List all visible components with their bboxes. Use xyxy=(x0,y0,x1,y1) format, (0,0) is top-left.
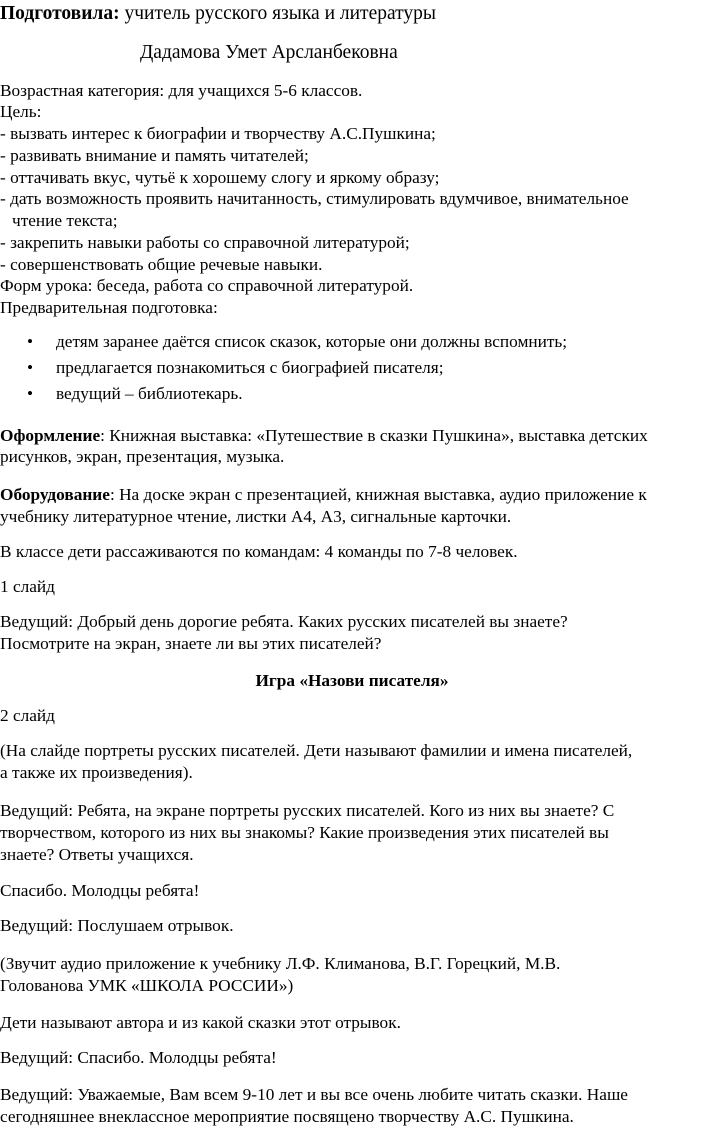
slide-1-label: 1 слайд xyxy=(0,577,55,596)
prepared-by-line xyxy=(0,2,436,26)
goal-label: Цель: xyxy=(0,102,42,121)
design-label: Оформление xyxy=(0,426,101,445)
host-question-2: творчеством, которого из них вы знакомы? Какие произведения этих писателей вы xyxy=(0,823,609,842)
bullet-text: предлагается познакомиться с биографией писателя; xyxy=(56,358,444,377)
closing-paragraph: Ведущий: Уважаемые, Вам всем 9-10 лет и вы все очень любите читать сказки. Наше xyxy=(0,1085,628,1104)
host-greeting-2: Посмотрите на экран, знаете ли вы этих писателей? xyxy=(0,634,382,653)
goal-item: - вызвать интерес к биографии и творчеству А.С.Пушкина; xyxy=(0,124,436,143)
lesson-form: Форм урока: беседа, работа со справочной литературой. xyxy=(0,276,414,295)
thanks-line: Спасибо. Молодцы ребята! xyxy=(0,881,200,900)
slide-2-label: 2 слайд xyxy=(0,706,55,725)
equipment-label: Оборудование xyxy=(0,485,110,504)
game-title: Игра «Назови писателя» xyxy=(255,671,449,690)
bullet-icon: • xyxy=(26,358,34,377)
host-question: Ведущий: Ребята, на экране портреты русских писателей. Кого из них вы знаете? С xyxy=(0,801,615,820)
goal-item: - дать возможность проявить начитанность, стимулировать вдумчивое, внимательное xyxy=(0,189,629,208)
design-line: Оформление: Книжная выставка: «Путешествие в сказки Пушкина», выставка детских xyxy=(0,426,648,445)
goal-item: - оттачивать вкус, чутьё к хорошему слогу и яркому образу; xyxy=(0,168,440,187)
prepared-by-text: учитель русского языка и литературы xyxy=(119,3,436,24)
host-question-3: знаете? Ответы учащихся. xyxy=(0,845,194,864)
listen-line: Ведущий: Послушаем отрывок. xyxy=(0,916,234,935)
closing-paragraph-2: сегодняшнее внеклассное мероприятие посвящено творчеству А.С. Пушкина. xyxy=(0,1107,574,1126)
equipment-line: Оборудование: На доске экран с презентацией, книжная выставка, аудио приложение к xyxy=(0,485,647,504)
goal-item-continued: чтение текста; xyxy=(12,211,118,230)
design-line-2: рисунков, экран, презентация, музыка. xyxy=(0,447,285,466)
bullet-icon: • xyxy=(26,332,34,351)
audio-note-2: Голованова УМК «ШКОЛА РОССИИ») xyxy=(0,976,294,995)
teams-paragraph: В классе дети рассаживаются по командам: 4 команды по 7-8 человек. xyxy=(0,542,518,561)
audio-note: (Звучит аудио приложение к учебнику Л.Ф. Климанова, В.Г. Горецкий, М.В. xyxy=(0,954,561,973)
equipment-line-2: учебнику литературное чтение, листки А4, А3, сигнальные карточки. xyxy=(0,507,512,526)
goal-item: - развивать внимание и память читателей; xyxy=(0,146,309,165)
host-greeting: Ведущий: Добрый день дорогие ребята. Каких русских писателей вы знаете? xyxy=(0,612,568,631)
age-category: Возрастная категория: для учащихся 5-6 классов. xyxy=(0,81,363,100)
goal-item: - совершенствовать общие речевые навыки. xyxy=(0,255,323,274)
bullet-text: детям заранее даётся список сказок, которые они должны вспомнить; xyxy=(56,332,568,351)
prepared-by-label: Подготовила: xyxy=(0,3,120,24)
bullet-text: ведущий – библиотекарь. xyxy=(56,384,243,403)
author-name: Дадамова Умет Арсланбековна xyxy=(140,42,398,63)
thanks-line-2: Ведущий: Спасибо. Молодцы ребята! xyxy=(0,1048,277,1067)
prep-label: Предварительная подготовка: xyxy=(0,298,218,317)
bullet-icon: • xyxy=(26,384,34,403)
slide-2-note: (На слайде портреты русских писателей. Дети называют фамилии и имена писателей, xyxy=(0,741,633,760)
name-author-line: Дети называют автора и из какой сказки этот отрывок. xyxy=(0,1013,401,1032)
goal-item: - закрепить навыки работы со справочной литературой; xyxy=(0,233,410,252)
slide-2-note-2: а также их произведения). xyxy=(0,763,193,782)
